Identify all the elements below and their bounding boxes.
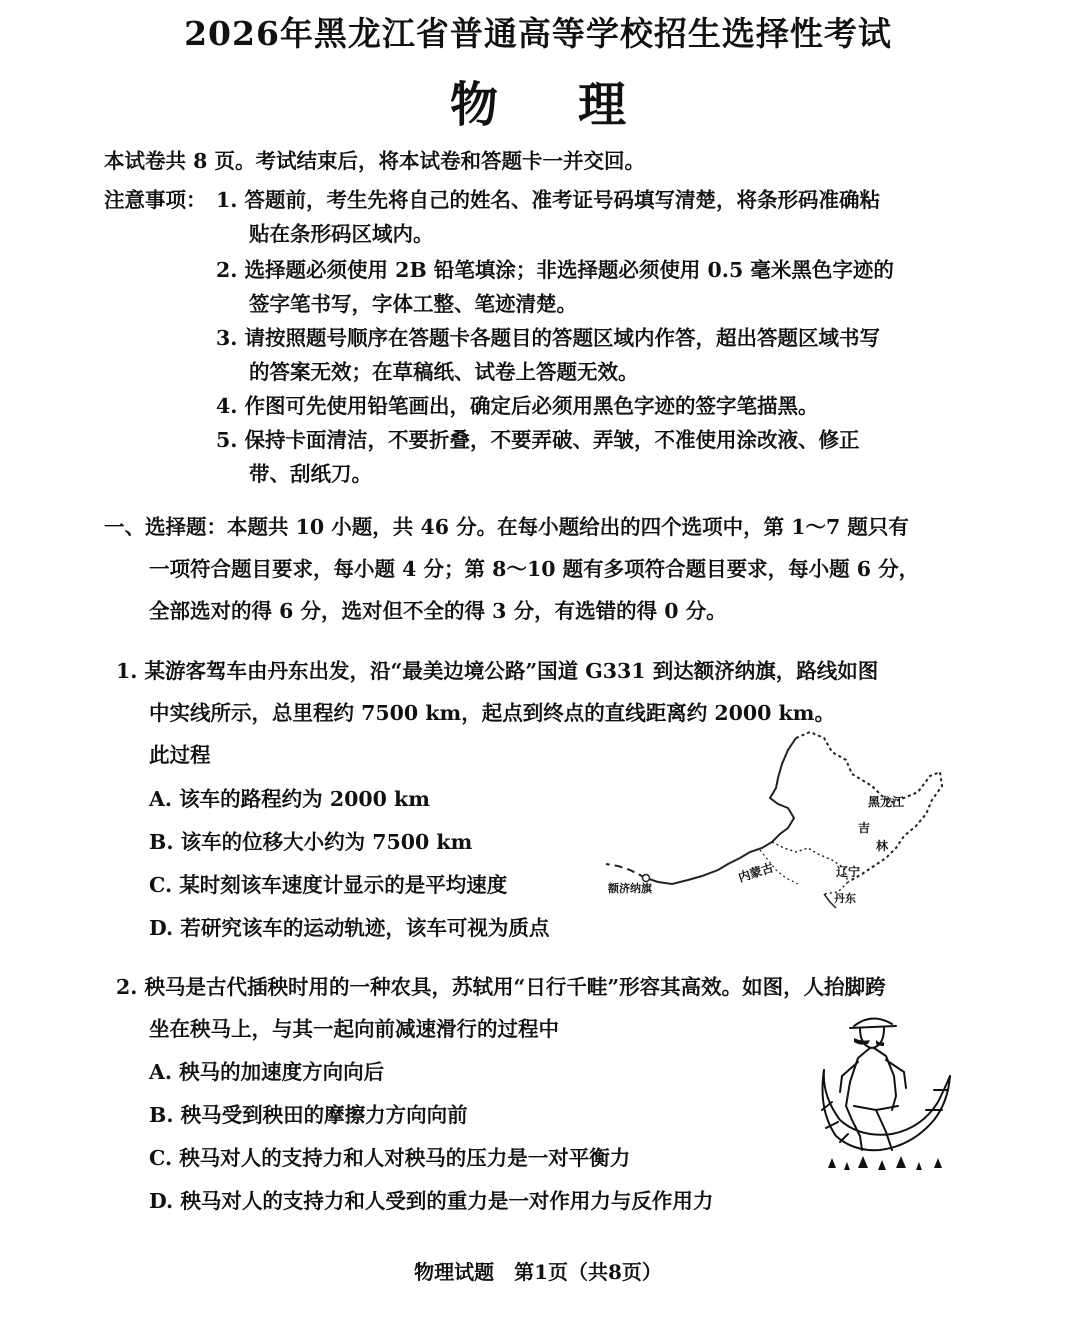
route-map (600, 724, 950, 914)
page-footer: 物理试题 第1页（共8页） (414, 1260, 662, 1284)
section1-line-1: 一、选择题：本题共 10 小题，共 46 分。在每小题给出的四个选项中，第 1～7 题只有 (104, 515, 909, 539)
q1-option-a: A. 该车的路程约为 2000 km (149, 787, 430, 811)
map-label-jilin-1: 吉 (858, 821, 871, 835)
notice-item-1: 1. 答题前，考生先将自己的姓名、准考证号码填写清楚，将条形码准确粘 (216, 188, 881, 212)
notice-item-5-cont: 带、刮纸刀。 (249, 462, 372, 486)
q2-line-1: 2. 秧马是古代插秧时用的一种农具，苏轼用“日行千畦”形容其高效。如图，人抬脚跨 (116, 975, 886, 999)
q2-option-b: B. 秧马受到秧田的摩擦力方向向前 (149, 1103, 468, 1127)
map-label-ejina: 额济纳旗 (608, 882, 652, 895)
subject-title: 物理 (449, 77, 706, 133)
notice-label: 注意事项： (104, 188, 207, 212)
intro-line: 本试卷共 8 页。考试结束后，将本试卷和答题卡一并交回。 (104, 149, 646, 173)
notice-item-3: 3. 请按照题号顺序在答题卡各题目的答题区域内作答，超出答题区域书写 (216, 326, 881, 350)
map-label-neimenggu: 内蒙古 (736, 860, 776, 885)
notice-item-2: 2. 选择题必须使用 2B 铅笔填涂；非选择题必须使用 0.5 毫米黑色字迹的 (216, 258, 894, 282)
map-label-liaoning: 辽宁 (836, 865, 861, 879)
q2-option-c: C. 秧马对人的支持力和人对秧马的压力是一对平衡力 (149, 1146, 631, 1170)
map-label-dandong: 丹东 (834, 892, 856, 905)
notice-item-2-cont: 签字笔书写，字体工整、笔迹清楚。 (249, 292, 577, 316)
section1-line-3: 全部选对的得 6 分，选对但不全的得 3 分，有选错的得 0 分。 (149, 599, 727, 623)
notice-item-5: 5. 保持卡面清洁，不要折叠，不要弄破、弄皱，不准使用涂改液、修正 (216, 428, 860, 452)
q2-line-2: 坐在秧马上，与其一起向前减速滑行的过程中 (149, 1017, 559, 1041)
q1-line-1: 1. 某游客驾车由丹东出发，沿“最美边境公路”国道 G331 到达额济纳旗，路线如图 (116, 659, 879, 683)
notice-item-4: 4. 作图可先使用铅笔画出，确定后必须用黑色字迹的签字笔描黑。 (216, 394, 819, 418)
q1-option-c: C. 某时刻该车速度计显示的是平均速度 (149, 873, 508, 897)
map-label-jilin-2: 林 (876, 839, 889, 853)
q2-option-d: D. 秧马对人的支持力和人受到的重力是一对作用力与反作用力 (149, 1189, 714, 1213)
q1-line-3: 此过程 (149, 743, 211, 767)
q2-option-a: A. 秧马的加速度方向向后 (149, 1060, 385, 1084)
notice-item-1-cont: 贴在条形码区域内。 (249, 222, 434, 246)
map-label-heilongjiang: 黑龙江 (868, 795, 905, 809)
q1-option-d: D. 若研究该车的运动轨迹，该车可视为质点 (149, 916, 550, 940)
q1-line-2: 中实线所示，总里程约 7500 km，起点到终点的直线距离约 2000 km。 (149, 701, 835, 725)
section1-line-2: 一项符合题目要求，每小题 4 分；第 8～10 题有多项符合题目要求，每小题 6 分， (149, 557, 920, 581)
exam-title: 2026年黑龙江省普通高等学校招生选择性考试 (184, 14, 892, 53)
q1-option-b: B. 该车的位移大小约为 7500 km (149, 830, 473, 854)
yangma-illustration (814, 1010, 964, 1185)
notice-item-3-cont: 的答案无效；在草稿纸、试卷上答题无效。 (249, 360, 639, 384)
